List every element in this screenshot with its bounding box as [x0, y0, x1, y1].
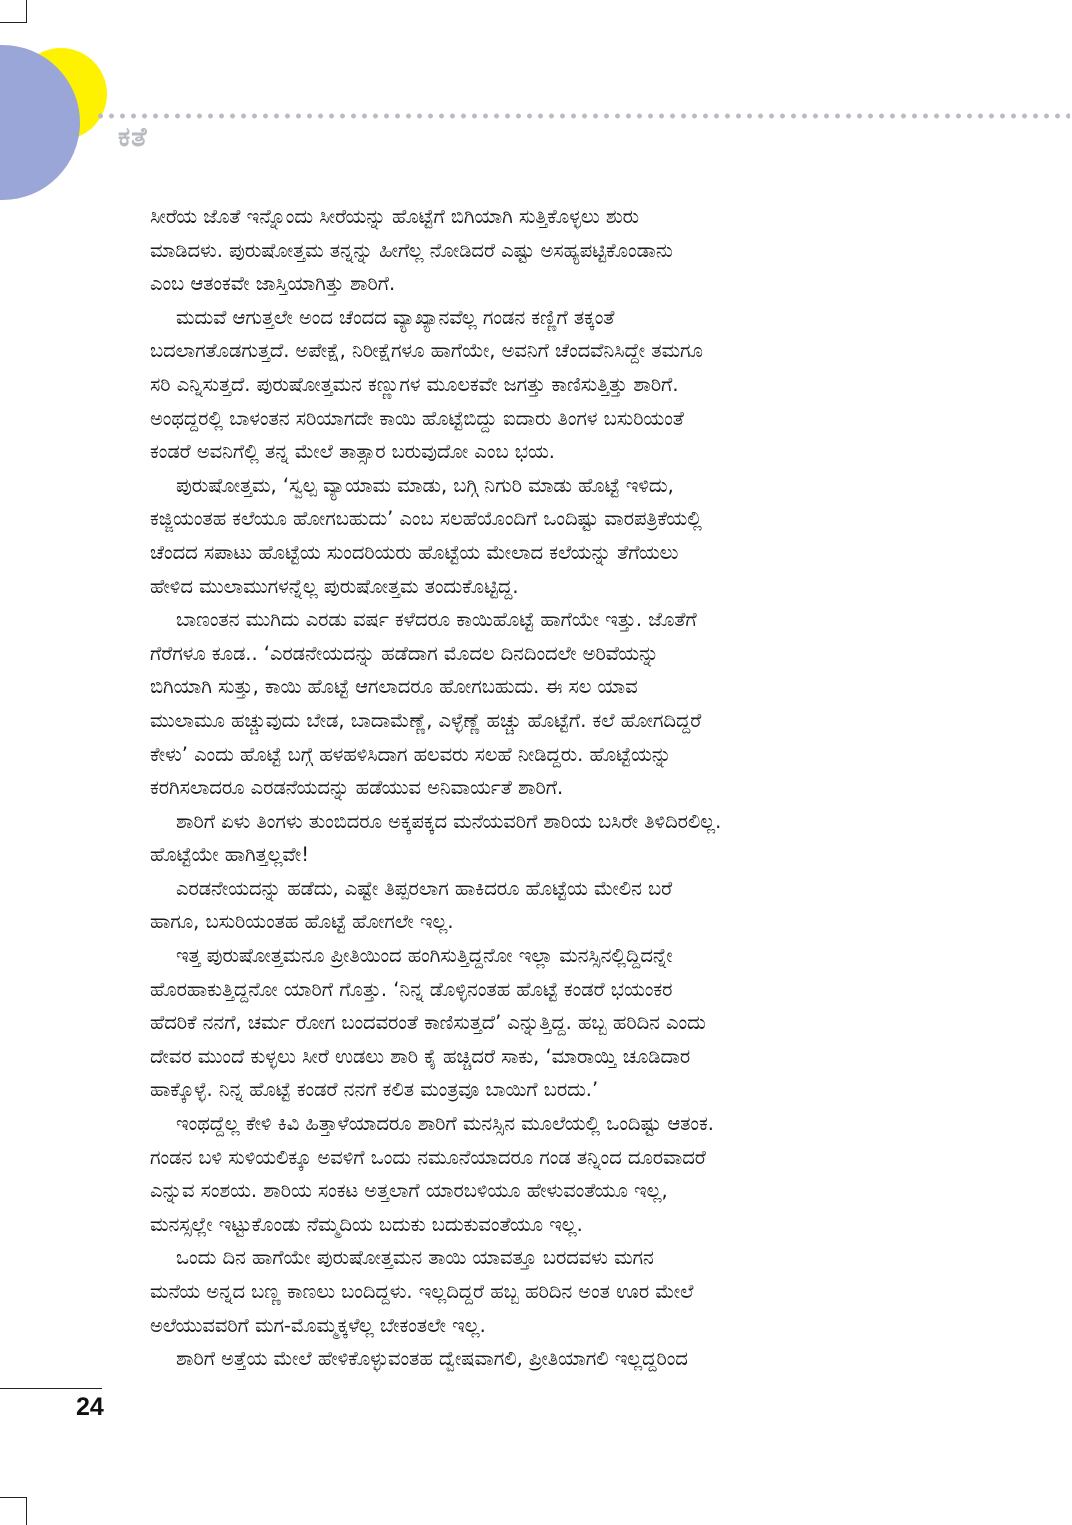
text-line: ದೇವರ ಮುಂದೆ ಕುಳ್ಳಲು ಸೀರೆ ಉಡಲು ಶಾರಿ ಕೈ ಹಚ್ಚಿದರೆ ಸಾಕು, ‘ಮಾರಾಯ್ತಿ ಚೂಡಿದಾರ	[150, 1044, 691, 1068]
text-line: ಬಿಗಿಯಾಗಿ ಸುತ್ತು, ಕಾಯಿ ಹೊಟ್ಟೆ ಆಗಲಾದರೂ ಹೋಗಬಹುದು. ಈ ಸಲ ಯಾವ	[150, 675, 638, 699]
text-line: ಮಾಡಿದಳು. ಪುರುಷೋತ್ತಮ ತನ್ನನ್ನು ಹೀಗೆಲ್ಲ ನೋಡಿದರೆ ಎಷ್ಟು ಅಸಹ್ಯಪಟ್ಟಿಕೊಂಡಾನು	[150, 238, 673, 262]
paragraph-start: ಒಂದು ದಿನ ಹಾಗೆಯೇ ಪುರುಷೋತ್ತಮನ ತಾಯಿ ಯಾವತ್ತೂ ಬರದವಳು ಮಗನ	[176, 1246, 654, 1270]
text-line: ಮನಸ್ಸಲ್ಲೇ ಇಟ್ಟುಕೊಂಡು ನೆಮ್ಮದಿಯ ಬದುಕು ಬದುಕುವಂತೆಯೂ ಇಲ್ಲ.	[150, 1212, 583, 1236]
text-line: ಕಂಡರೆ ಅವನಿಗೆಲ್ಲಿ ತನ್ನ ಮೇಲೆ ತಾತ್ಸಾರ ಬರುವುದೋ ಎಂಬ ಭಯ.	[150, 440, 555, 464]
text-line: ಸೀರೆಯ ಜೊತೆ ಇನ್ನೊಂದು ಸೀರೆಯನ್ನು ಹೊಟ್ಟೆಗೆ ಬಿಗಿಯಾಗಿ ಸುತ್ತಿಕೊಳ್ಳಲು ಶುರು	[150, 205, 640, 228]
paragraph-start: ಮದುವೆ ಆಗುತ್ತಲೇ ಅಂದ ಚೆಂದದ ವ್ಯಾಖ್ಯಾನವೆಲ್ಲ ಗಂಡನ ಕಣ್ಣಿಗೆ ತಕ್ಕಂತೆ	[176, 305, 615, 329]
paragraph-start: ಇತ್ತ ಪುರುಷೋತ್ತಮನೂ ಪ್ರೀತಿಯಿಂದ ಹಂಗಿಸುತ್ತಿದ್ದನೋ ಇಲ್ಲಾ ಮನಸ್ಸಿನಲ್ಲಿದ್ದಿದನ್ನೇ	[176, 944, 673, 968]
text-line: ಎಂಬ ಆತಂಕವೇ ಜಾಸ್ತಿಯಾಗಿತ್ತು ಶಾರಿಗೆ.	[150, 272, 396, 296]
paragraph-start: ಇಂಥದ್ದೆಲ್ಲ ಕೇಳಿ ಕಿವಿ ಹಿತ್ತಾಳೆಯಾದರೂ ಶಾರಿಗೆ ಮನಸ್ಸಿನ ಮೂಲೆಯಲ್ಲಿ ಒಂದಿಷ್ಟು ಆತಂಕ.	[176, 1112, 714, 1136]
text-line: ಮುಲಾಮೂ ಹಚ್ಚುವುದು ಬೇಡ, ಬಾದಾಮೆಣ್ಣೆ, ಎಳ್ಳೆಣ್ಣೆ ಹಚ್ಚು ಹೊಟ್ಟೆಗೆ. ಕಲೆ ಹೋಗದಿದ್ದರೆ	[150, 708, 702, 732]
text-line: ಸರಿ ಎನ್ನಿಸುತ್ತದೆ. ಪುರುಷೋತ್ತಮನ ಕಣ್ಣುಗಳ ಮೂಲಕವೇ ಜಗತ್ತು ಕಾಣಿಸುತ್ತಿತ್ತು ಶಾರಿಗೆ.	[150, 372, 679, 396]
section-label: ಕತೆ	[118, 122, 148, 153]
footer-rule	[0, 1388, 102, 1389]
text-line: ಹಾಕ್ಕೊಳ್ಳೆ. ನಿನ್ನ ಹೊಟ್ಟೆ ಕಂಡರೆ ನನಗೆ ಕಲಿತ ಮಂತ್ರವೂ ಬಾಯಿಗೆ ಬರದು.’	[150, 1078, 599, 1102]
paragraph-start: ಶಾರಿಗೆ ಅತ್ತೆಯ ಮೇಲೆ ಹೇಳಿಕೊಳ್ಳುವಂತಹ ದ್ವೇಷವಾಗಲಿ, ಪ್ರೀತಿಯಾಗಲಿ ಇಲ್ಲದ್ದರಿಂದ	[176, 1347, 688, 1371]
text-line: ಗಂಡನ ಬಳಿ ಸುಳಿಯಲಿಕ್ಕೂ ಅವಳಿಗೆ ಒಂದು ನಮೂನೆಯಾದರೂ ಗಂಡ ತನ್ನಿಂದ ದೂರವಾದರೆ	[150, 1145, 706, 1169]
text-line: ಅಂಥದ್ದರಲ್ಲಿ ಬಾಳಂತನ ಸರಿಯಾಗದೇ ಕಾಯಿ ಹೊಟ್ಟೆಬಿದ್ದು ಐದಾರು ತಿಂಗಳ ಬಸುರಿಯಂತೆ	[150, 406, 684, 430]
text-line: ಕೇಳು’ ಎಂದು ಹೊಟ್ಟೆ ಬಗ್ಗೆ ಹಳಹಳಿಸಿದಾಗ ಹಲವರು ಸಲಹೆ ನೀಡಿದ್ದರು. ಹೊಟ್ಟೆಯನ್ನು	[150, 742, 672, 766]
text-line: ಚೆಂದದ ಸಪಾಟು ಹೊಟ್ಟೆಯ ಸುಂದರಿಯರು ಹೊಟ್ಟೆಯ ಮೇಲಾದ ಕಲೆಯನ್ನು ತೆಗೆಯಲು	[150, 540, 679, 564]
paragraph-start: ಬಾಣಂತನ ಮುಗಿದು ಎರಡು ವರ್ಷ ಕಳೆದರೂ ಕಾಯಿಹೊಟ್ಟೆ ಹಾಗೆಯೇ ಇತ್ತು. ಜೊತೆಗೆ	[176, 608, 697, 632]
text-line: ಹೇಳಿದ ಮುಲಾಮುಗಳನ್ನೆಲ್ಲ ಪುರುಷೋತ್ತಮ ತಂದುಕೊಟ್ಟಿದ್ದ.	[150, 574, 519, 598]
crop-mark-top-left	[26, 0, 27, 22]
text-line: ಹಾಗೂ, ಬಸುರಿಯಂತಹ ಹೊಟ್ಟೆ ಹೋಗಲೇ ಇಲ್ಲ.	[150, 910, 454, 934]
page-number: 24	[76, 1393, 104, 1421]
crop-mark-bottom-left	[0, 1497, 27, 1498]
text-line: ಅಲೆಯುವವರಿಗೆ ಮಗ-ಮೊಮ್ಮಕ್ಕಳೆಲ್ಲ ಬೇಕಂತಲೇ ಇಲ್ಲ.	[150, 1313, 486, 1337]
text-line: ಹೆದರಿಕೆ ನನಗೆ, ಚರ್ಮ ರೋಗ ಬಂದವರಂತೆ ಕಾಣಿಸುತ್ತದೆ’ ಎನ್ನುತ್ತಿದ್ದ. ಹಬ್ಬ ಹರಿದಿನ ಎಂದು	[150, 1011, 706, 1035]
crop-mark-top-left	[0, 22, 27, 23]
text-line: ಗೆರೆಗಳೂ ಕೂಡ.. ‘ಎರಡನೇಯದನ್ನು ಹಡೆದಾಗ ಮೊದಲ ದಿನದಿಂದಲೇ ಅರಿವೆಯನ್ನು	[150, 641, 659, 665]
text-line: ಹೊಟ್ಟೆಯೇ ಹಾಗಿತ್ತಲ್ಲವೇ!	[150, 843, 310, 867]
paragraph-start: ಶಾರಿಗೆ ಏಳು ತಿಂಗಳು ತುಂಬಿದರೂ ಅಕ್ಕಪಕ್ಕದ ಮನೆಯವರಿಗೆ ಶಾರಿಯ ಬಸಿರೇ ತಿಳಿದಿರಲಿಲ್ಲ.	[176, 809, 722, 833]
paragraph-start: ಎರಡನೇಯದನ್ನು ಹಡೆದು, ಎಷ್ಟೇ ತಿಪ್ಪರಲಾಗ ಹಾಕಿದರೂ ಹೊಟ್ಟೆಯ ಮೇಲಿನ ಬರೆ	[176, 876, 673, 900]
text-line: ಮನೆಯ ಅನ್ನದ ಬಣ್ಣ ಕಾಣಲು ಬಂದಿದ್ದಳು. ಇಲ್ಲದಿದ್ದರೆ ಹಬ್ಬ ಹರಿದಿನ ಅಂತ ಊರ ಮೇಲೆ	[150, 1280, 694, 1303]
text-line: ಹೊರಹಾಕುತ್ತಿದ್ದನೋ ಯಾರಿಗೆ ಗೊತ್ತು. ‘ನಿನ್ನ ಡೊಳ್ಳಿನಂತಹ ಹೊಟ್ಟೆ ಕಂಡರೆ ಭಯಂಕರ	[150, 977, 673, 1001]
text-line: ಬದಲಾಗತೊಡಗುತ್ತದೆ. ಅಪೇಕ್ಷೆ, ನಿರೀಕ್ಷೆಗಳೂ ಹಾಗೆಯೇ, ಅವನಿಗೆ ಚೆಂದವೆನಿಸಿದ್ದೇ ತಮಗೂ	[150, 339, 703, 363]
text-line: ಎನ್ನುವ ಸಂಶಯ. ಶಾರಿಯ ಸಂಕಟ ಅತ್ತಲಾಗೆ ಯಾರಬಳಿಯೂ ಹೇಳುವಂತೆಯೂ ಇಲ್ಲ,	[150, 1179, 668, 1203]
story-body	[150, 200, 910, 1376]
text-line: ಕಜ್ಜಿಯಂತಹ ಕಲೆಯೂ ಹೋಗಬಹುದು’ ಎಂಬ ಸಲಹೆಯೊಂದಿಗೆ ಒಂದಿಷ್ಟು ವಾರಪತ್ರಿಕೆಯಲ್ಲಿ	[150, 507, 702, 531]
text-line: ಕರಗಿಸಲಾದರೂ ಎರಡನೆಯದನ್ನು ಹಡೆಯುವ ಅನಿವಾರ್ಯತೆ ಶಾರಿಗೆ.	[150, 776, 564, 800]
paragraph-start: ಪುರುಷೋತ್ತಮ, ‘ಸ್ವಲ್ಪ ವ್ಯಾಯಾಮ ಮಾಡು, ಬಗ್ಗಿ ನಿಗುರಿ ಮಾಡು ಹೊಟ್ಟೆ ಇಳಿದು,	[176, 473, 674, 497]
crop-mark-bottom-left	[26, 1497, 27, 1525]
dotted-header-rule	[95, 112, 1070, 120]
